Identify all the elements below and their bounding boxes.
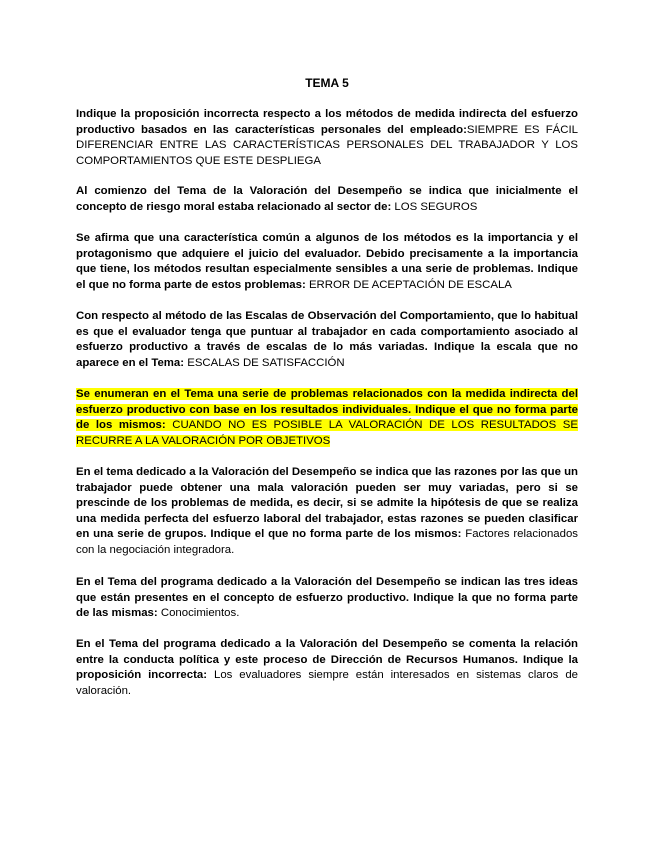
- question-3: [76, 231, 578, 293]
- question-2: [76, 184, 578, 215]
- question-4: [76, 309, 578, 371]
- answer-text: Los evaluadores siempre están interesados en sistemas claros de valoración.: [76, 669, 579, 697]
- question-text: En el Tema del programa dedicado a la Valoración del Desempeño se comenta la relación entre la conducta política y este proceso de Dirección de Recursos Humanos. Indique la proposición incorrecta:: [76, 638, 578, 682]
- question-text: Con respecto al método de las Escalas de Observación del Comportamiento, que lo habitual es que el evaluador tenga que puntuar al trabajador en cada comportamiento asociado al esfuerzo productivo a través de escalas de lo más variadas. Indique la escala que no aparece en el Tema:: [76, 310, 578, 369]
- question-text: Al comienzo del Tema de la Valoración del Desempeño se indica que inicialmente el concepto de riesgo moral estaba relacionado al sector de:: [76, 185, 578, 213]
- answer-text: Conocimientos.: [160, 607, 240, 620]
- question-text: Se afirma que una característica común a algunos de los métodos es la importancia y el protagonismo que adquiere el juicio del evaluador. Debido precisamente a la importancia que tiene, los métodos resultan especialmente sensibles a una serie de problemas. Indique el que no forma parte de estos problemas:: [76, 232, 578, 291]
- question-text: En el tema dedicado a la Valoración del Desempeño se indica que las razones por las que un trabajador puede obtener una mala valoración pueden ser muy variadas, pero si se prescinde de los problemas de medida, es decir, si se admite la hipótesis de que se realiza una medida perfecta del esfuerzo laboral del trabajador, estas razones se pueden clasificar en una serie de grupos. Indique el que no forma parte de los mismos:: [76, 466, 578, 541]
- answer-text: SIEMPRE ES FÁCIL DIFERENCIAR ENTRE LAS CARACTERÍSTICAS PERSONALES DEL TRABAJADOR Y LOS COMPORTAMIENTOS QUE ESTE DESPLIEGA: [76, 123, 578, 167]
- question-6: [76, 465, 578, 558]
- page-title: TEMA 5: [305, 76, 349, 90]
- question-text: En el Tema del programa dedicado a la Valoración del Desempeño se indican las tres ideas que están presentes en el concepto de esfuerzo productivo. Indique la que no forma parte de las mismas:: [76, 576, 578, 620]
- answer-text: LOS SEGUROS: [394, 200, 478, 213]
- answer-text: ESCALAS DE SATISFACCIÓN: [187, 356, 345, 369]
- question-text: Se enumeran en el Tema una serie de problemas relacionados con la medida indirecta del esfuerzo productivo con base en los resultados individuales. Indique el que no forma parte de los mismos:: [76, 388, 578, 432]
- question-1: [76, 107, 578, 169]
- question-5-highlighted: [76, 387, 578, 449]
- question-8: [76, 637, 578, 699]
- question-7: [76, 575, 578, 622]
- answer-text: CUANDO NO ES POSIBLE LA VALORACIÓN DE LOS RESULTADOS SE RECURRE A LA VALORACIÓN POR OBJETIVOS: [76, 419, 578, 447]
- question-text: Indique la proposición incorrecta respecto a los métodos de medida indirecta del esfuerzo productivo basados en las características personales del empleado:: [76, 108, 578, 136]
- answer-text: Factores relacionados con la negociación integradora.: [76, 528, 578, 556]
- answer-text: ERROR DE ACEPTACIÓN DE ESCALA: [308, 278, 512, 291]
